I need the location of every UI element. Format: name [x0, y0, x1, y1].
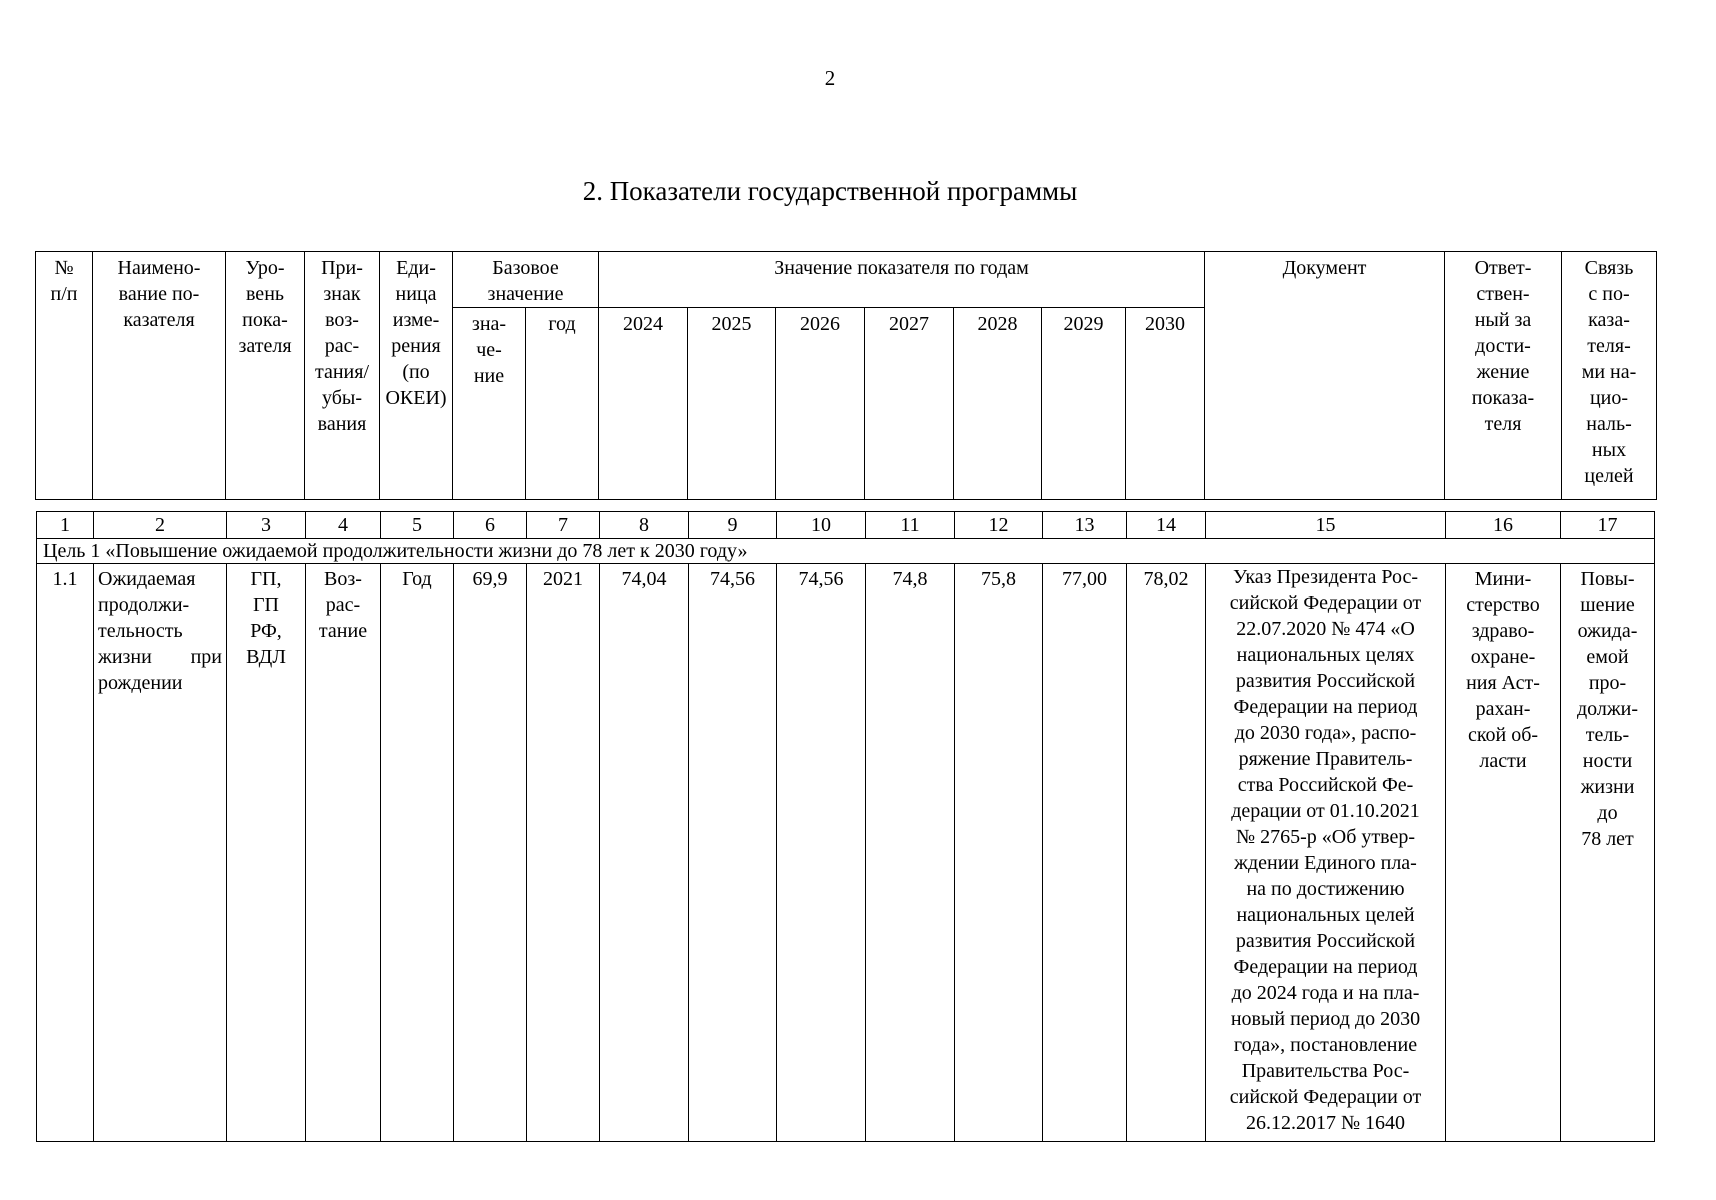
- column-number: 10: [777, 512, 866, 539]
- column-number: 2: [94, 512, 227, 539]
- header-base-value: зна- че- ние: [453, 308, 526, 500]
- header-year-2027: 2027: [865, 308, 954, 500]
- header-year-2025: 2025: [688, 308, 776, 500]
- indicators-table-header: [35, 251, 1657, 500]
- trend-sign: Воз- рас- тание: [306, 564, 381, 1142]
- table-row: [37, 564, 1655, 1142]
- value-2026: 74,56: [777, 564, 866, 1142]
- value-2025: 74,56: [689, 564, 777, 1142]
- column-number: 12: [955, 512, 1043, 539]
- header-unit: Еди- ница изме- рения (по ОКЕИ): [380, 252, 453, 500]
- goal-row: [37, 539, 1655, 564]
- column-number: 13: [1043, 512, 1127, 539]
- column-number: 6: [454, 512, 527, 539]
- header-base-value-group: Базовое значение: [453, 252, 599, 308]
- column-number: 17: [1561, 512, 1655, 539]
- page-number: 2: [824, 66, 836, 90]
- column-numbers-row: [37, 512, 1655, 539]
- value-2029: 77,00: [1043, 564, 1127, 1142]
- header-national-goals-link: Связь с по- каза- теля- ми на- цио- наль- ных целей: [1562, 252, 1657, 500]
- responsible-body: Мини- стерство здраво- охране- ния Аст- рахан- ской об- ласти: [1446, 564, 1561, 1142]
- indicator-name: Ожидаемая продолжи-тельность жизни при рождении: [94, 564, 227, 1142]
- indicators-table-body: [36, 511, 1655, 1142]
- header-trend-sign: При- знак воз- рас- тания/ убы- вания: [305, 252, 380, 500]
- column-number: 8: [600, 512, 689, 539]
- header-responsible: Ответ- ствен- ный за дости- жение показа- теля: [1445, 252, 1562, 500]
- national-goal-link: Повы- шение ожида- емой про- должи- тель- ности жизни до 78 лет: [1561, 564, 1655, 1142]
- header-number: № п/п: [36, 252, 93, 500]
- column-number: 16: [1446, 512, 1561, 539]
- header-years-group: Значение показателя по годам: [599, 252, 1205, 308]
- header-year-2028: 2028: [954, 308, 1042, 500]
- document-reference: Указ Президента Рос- сийской Федерации от 22.07.2020 № 474 «О национальных целях развития Российской Федерации на период до 2030 года», распо- ряжение Правитель- ства Российской Фе- дерации от 01.10.2021 № 2765-р «Об утвер- ждении Единого пла- на по достижению национальных целей развития Российской Федерации на период до 2024 года и на пла- новый период до 2030 года», постановление Правительства Рос- сийской Федерации от 26.12.2017 № 1640: [1206, 564, 1446, 1142]
- unit: Год: [381, 564, 454, 1142]
- indicator-level: ГП, ГП РФ, ВДЛ: [227, 564, 306, 1142]
- column-number: 7: [527, 512, 600, 539]
- header-year-2026: 2026: [776, 308, 865, 500]
- header-base-year: год: [526, 308, 599, 500]
- column-number: 3: [227, 512, 306, 539]
- value-2028: 75,8: [955, 564, 1043, 1142]
- value-2027: 74,8: [866, 564, 955, 1142]
- column-number: 15: [1206, 512, 1446, 539]
- column-number: 14: [1127, 512, 1206, 539]
- value-2024: 74,04: [600, 564, 689, 1142]
- goal-title: Цель 1 «Повышение ожидаемой продолжительности жизни до 78 лет к 2030 году»: [37, 539, 1655, 564]
- column-number: 11: [866, 512, 955, 539]
- column-number: 9: [689, 512, 777, 539]
- value-2030: 78,02: [1127, 564, 1206, 1142]
- base-value: 69,9: [454, 564, 527, 1142]
- column-number: 1: [37, 512, 94, 539]
- header-year-2030: 2030: [1126, 308, 1205, 500]
- column-number: 5: [381, 512, 454, 539]
- header-year-2024: 2024: [599, 308, 688, 500]
- header-indicator-name: Наимено- вание по- казателя: [93, 252, 226, 500]
- header-indicator-level: Уро- вень пока- зателя: [226, 252, 305, 500]
- section-heading: 2. Показатели государственной программы: [582, 176, 1078, 206]
- column-number: 4: [306, 512, 381, 539]
- header-document: Документ: [1205, 252, 1445, 500]
- row-number: 1.1: [37, 564, 94, 1142]
- base-year: 2021: [527, 564, 600, 1142]
- header-year-2029: 2029: [1042, 308, 1126, 500]
